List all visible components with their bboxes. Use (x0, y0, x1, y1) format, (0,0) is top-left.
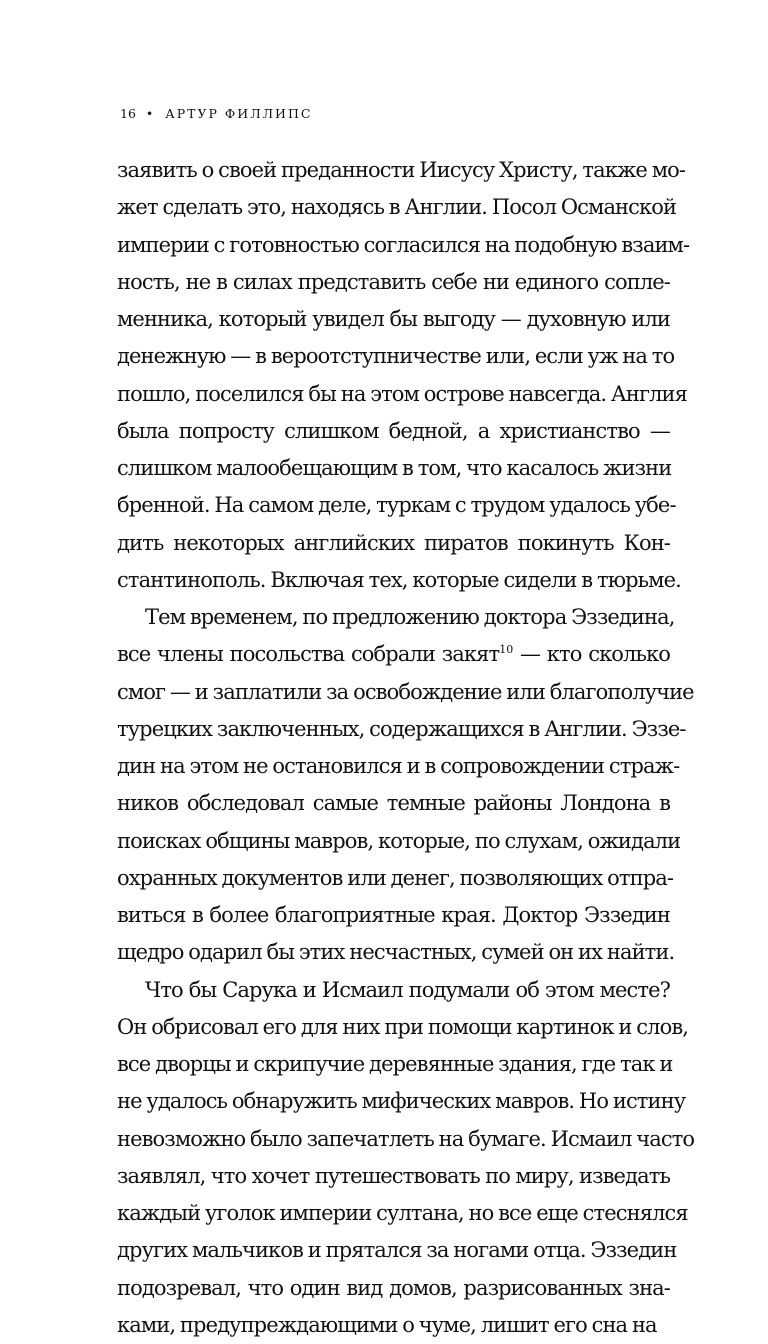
text-line (117, 860, 674, 897)
line-text: слишком малообещающим в том, что касалось жизни (117, 456, 672, 480)
page-number: 16 (120, 106, 136, 121)
line-text: дить некоторых английских пиратов покинуть Кон- (117, 530, 670, 555)
line-text: смог — и заплатили за освобождение или благополучие (117, 679, 694, 704)
text-line (117, 301, 670, 338)
text-line (117, 674, 694, 711)
text-line (117, 1158, 670, 1195)
running-head (120, 106, 312, 121)
line-text: дин на этом не остановился и в сопровождении страж- (117, 754, 680, 778)
text-line (117, 972, 670, 1009)
text-line (117, 1270, 670, 1307)
text-line (117, 1083, 686, 1120)
text-line (117, 189, 677, 226)
line-text: была попросту слишком бедной, а христианство — (117, 418, 670, 443)
text-line (117, 1307, 670, 1344)
header-separator: • (145, 106, 156, 121)
line-text: поисках общины мавров, которые, по слухам, ожидали (117, 828, 681, 853)
text-line (117, 934, 675, 971)
line-text: жет сделать это, находясь в Англии. Посол Османской (117, 195, 677, 220)
text-line (117, 376, 687, 413)
line-text: империи с готовностью согласился на подобную взаим- (117, 232, 690, 257)
line-text: пошло, поселился бы на этом острове навсегда. Англия (117, 381, 687, 406)
line-text: все члены посольства собрали закят (117, 642, 500, 667)
text-line (117, 338, 675, 375)
author-name: АРТУР ФИЛЛИПС (165, 106, 313, 121)
text-line (117, 152, 686, 189)
line-text: заявлял, что хочет путешествовать по миру, изведать (117, 1163, 670, 1188)
footnote-marker[interactable]: 10 (499, 643, 514, 657)
text-line (117, 487, 676, 524)
text-line (117, 1232, 677, 1269)
text-line (117, 1195, 688, 1232)
text-line (117, 264, 670, 301)
line-text: денежную — в вероотступничестве или, если уж на то (117, 344, 675, 369)
body-text (117, 152, 695, 1344)
text-line (117, 1009, 689, 1046)
line-text: каждый уголок империи султана, но все еще стеснялся (117, 1201, 688, 1225)
line-text: бренной. На самом деле, туркам с трудом удалось убе- (117, 493, 676, 518)
text-line (117, 636, 670, 673)
text-line (117, 413, 670, 450)
text-line (117, 227, 690, 264)
text-line (117, 897, 670, 934)
text-line (117, 785, 670, 822)
line-text: Тем временем, по предложению доктора Эззедина, (145, 605, 675, 629)
line-text: подозревал, что один вид домов, разрисованных зна- (117, 1275, 670, 1300)
text-line (117, 562, 681, 599)
text-line (117, 1046, 673, 1083)
text-line (117, 1121, 695, 1158)
line-text: щедро одарил бы этих несчастных, сумей он их найти. (117, 940, 675, 965)
text-line (117, 525, 670, 562)
text-line (117, 599, 675, 636)
line-text: Он обрисовал его для них при помощи картинок и слов, (117, 1014, 689, 1039)
line-text-continued: — кто сколько (513, 642, 670, 667)
line-text: менника, который увидел бы выгоду — духовную или (117, 307, 670, 331)
line-text: стантинополь. Включая тех, которые сидели в тюрьме. (117, 567, 681, 592)
line-text: все дворцы и скрипучие деревянные здания, где так и (117, 1052, 673, 1076)
line-text: ность, не в силах представить себе ни единого сопле- (117, 269, 670, 294)
text-line (117, 450, 670, 487)
text-line (117, 823, 681, 860)
line-text: других мальчиков и прятался за ногами отца. Эззедин (117, 1238, 677, 1263)
line-text: заявить о своей преданности Иисусу Христу, также мо- (117, 158, 686, 182)
text-line (117, 748, 680, 785)
line-text: турецких заключенных, содержащихся в Англии. Эззе- (117, 716, 686, 741)
text-line (117, 711, 686, 748)
line-text: Что бы Сарука и Исмаил подумали об этом месте? (145, 977, 670, 1002)
line-text: невозможно было запечатлеть на бумаге. Исмаил часто (117, 1126, 695, 1151)
line-text: охранных документов или денег, позволяющих отпра- (117, 865, 674, 890)
line-text: виться в более благоприятные края. Доктор Эззедин (117, 903, 670, 927)
line-text: ками, предупреждающими о чуме, лишит его сна на (117, 1312, 657, 1337)
line-text: не удалось обнаружить мифических мавров. Но истину (117, 1089, 686, 1114)
line-text: ников обследовал самые темные районы Лондона в (117, 791, 670, 816)
